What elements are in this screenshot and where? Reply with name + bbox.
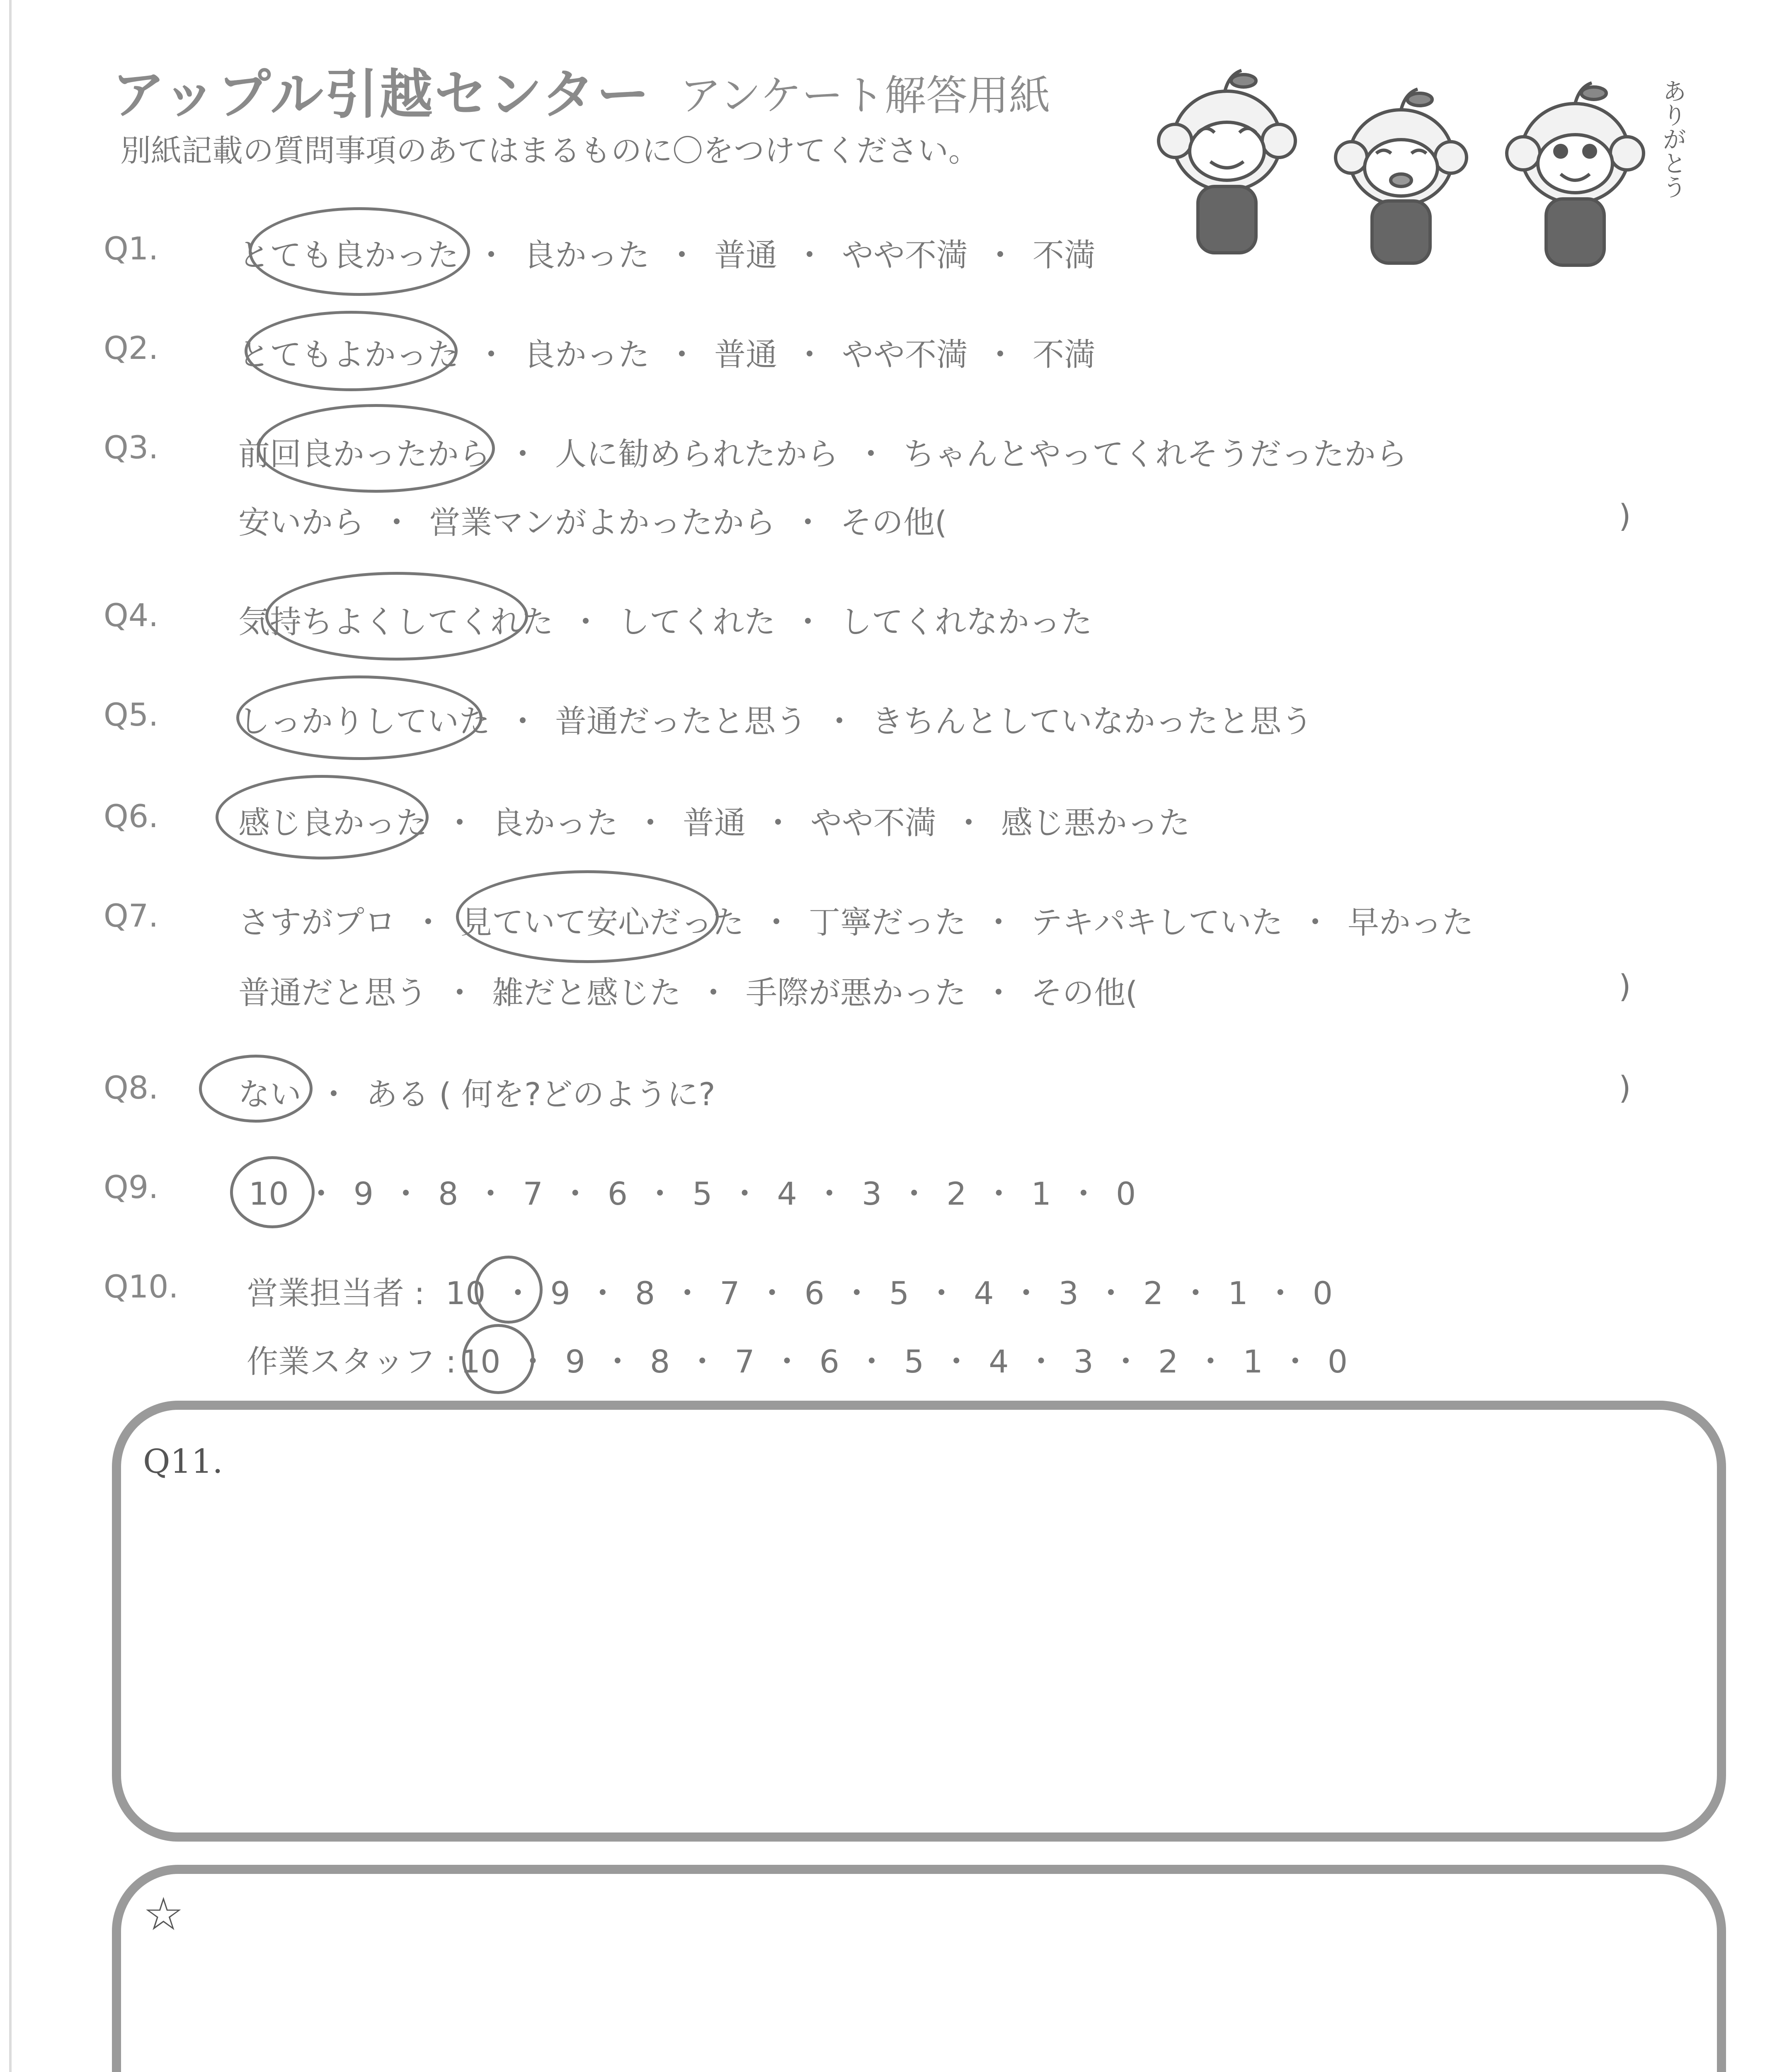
q1-option[interactable]: 良かった [524, 237, 650, 274]
q10-sales-score[interactable]: 3 [1058, 1275, 1079, 1312]
q10-staff-score[interactable]: 10 [460, 1343, 501, 1380]
q6-number: Q6. [104, 798, 159, 835]
q7-selection-circle [456, 870, 719, 963]
q8-options: ない ・ ある ( 何を?どのように? [238, 1069, 715, 1114]
instruction-text: 別紙記載の質問事項のあてはまるものに〇をつけてください。 [120, 133, 979, 169]
q7-option[interactable]: さすがプロ [238, 904, 396, 941]
q2-option[interactable]: 不満 [1033, 336, 1096, 373]
q7-options-line2: 普通だと思う ・ 雑だと感じた ・ 手際が悪かった ・ その他( [238, 968, 1138, 1013]
q6-option[interactable]: 感じ悪かった [1001, 804, 1190, 841]
q10-sales-score[interactable]: 0 [1312, 1275, 1333, 1312]
q2-options: とてもよかった ・ 良かった ・ 普通 ・ やや不満 ・ 不満 [238, 329, 1096, 375]
q10-sales-score[interactable]: 5 [889, 1275, 909, 1312]
q7-option[interactable]: その他( [1031, 974, 1138, 1011]
q3-option[interactable]: その他( [840, 504, 947, 541]
q2-number: Q2. [104, 329, 159, 366]
q4-options: 気持ちよくしてくれた ・ してくれた ・ してくれなかった [238, 597, 1092, 642]
q7-options: さすがプロ ・ 見ていて安心だった ・ 丁寧だった ・ テキパキしていた ・ 早かった [238, 897, 1474, 942]
q10-staff-score[interactable]: 4 [989, 1343, 1009, 1380]
q8-number: Q8. [104, 1069, 159, 1106]
q1-option[interactable]: とても良かった [238, 237, 459, 274]
q9-score[interactable]: 2 [946, 1175, 967, 1212]
q1-option[interactable]: やや不満 [842, 237, 968, 274]
q7-option[interactable]: 手際が悪かった [746, 974, 966, 1011]
q3-option[interactable]: 前回良かったから [238, 436, 490, 472]
q7-option[interactable]: 早かった [1348, 904, 1474, 941]
q8-close-paren: ) [1619, 1069, 1631, 1106]
q11-comment-box[interactable] [112, 1401, 1726, 1842]
q10-sales-selection-circle [475, 1256, 543, 1324]
q1-options: とても良かった ・ 良かった ・ 普通 ・ やや不満 ・ 不満 [238, 230, 1096, 275]
q1-option[interactable]: 不満 [1033, 237, 1096, 274]
q9-score[interactable]: 1 [1031, 1175, 1051, 1212]
q9-score[interactable]: 7 [523, 1175, 543, 1212]
q3-option[interactable]: 営業マンがよかったから [429, 504, 776, 541]
q10-staff-row: 作業スタッフ : 10 ・ 9 ・ 8 ・ 7 ・ 6 ・ 5 ・ 4 ・ 3 ・ 2 ・ 1 ・ 0 [247, 1336, 1348, 1382]
q10-sales-score[interactable]: 2 [1143, 1275, 1164, 1312]
q5-number: Q5. [104, 696, 159, 733]
q3-close-paren: ) [1619, 497, 1631, 534]
q3-option[interactable]: 安いから [238, 504, 364, 541]
q9-selection-circle [230, 1156, 315, 1228]
q4-option[interactable]: してくれた [618, 603, 776, 640]
q9-score[interactable]: 10 [249, 1175, 289, 1212]
q4-option[interactable]: 気持ちよくしてくれた [238, 603, 553, 640]
q2-option[interactable]: やや不満 [842, 336, 968, 373]
q4-option[interactable]: してくれなかった [840, 603, 1092, 640]
q10-staff-score[interactable]: 5 [904, 1343, 924, 1380]
q10-staff-label: 作業スタッフ : [247, 1343, 456, 1380]
q5-option[interactable]: きちんとしていなかったと思う [872, 703, 1313, 740]
q3-selection-circle [257, 404, 495, 493]
q5-options: しっかりしていた ・ 普通だったと思う ・ きちんとしていなかったと思う [238, 696, 1313, 741]
q2-option[interactable]: とてもよかった [238, 336, 459, 373]
q10-staff-score[interactable]: 8 [650, 1343, 670, 1380]
q8-option[interactable]: ない [238, 1076, 301, 1113]
monkey-mascots-illustration [1152, 62, 1704, 278]
q2-selection-circle [245, 311, 458, 391]
q2-option[interactable]: 良かった [524, 336, 650, 373]
q9-score[interactable]: 6 [607, 1175, 628, 1212]
q6-option[interactable]: 感じ良かった [238, 804, 427, 841]
q10-sales-score[interactable]: 8 [635, 1275, 655, 1312]
q3-option[interactable]: 人に勧められたから [555, 436, 839, 472]
star-label: ☆ [143, 1888, 184, 1941]
q10-staff-score[interactable]: 3 [1073, 1343, 1093, 1380]
q6-selection-circle [216, 775, 429, 859]
q10-sales-score[interactable]: 6 [804, 1275, 824, 1312]
q5-option[interactable]: しっかりしていた [238, 703, 490, 740]
q7-option[interactable]: 普通だと思う [238, 974, 427, 1011]
q11-label: Q11. [143, 1442, 223, 1481]
q10-sales-score[interactable]: 9 [550, 1275, 570, 1312]
q10-staff-score[interactable]: 7 [735, 1343, 755, 1380]
q9-number: Q9. [104, 1169, 159, 1205]
q9-score[interactable]: 8 [438, 1175, 458, 1212]
q6-option[interactable]: やや不満 [810, 804, 936, 841]
q7-option[interactable]: 雑だと感じた [492, 974, 681, 1011]
q7-option[interactable]: テキパキしていた [1031, 904, 1283, 941]
q5-option[interactable]: 普通だったと思う [555, 703, 807, 740]
q9-score[interactable]: 3 [861, 1175, 882, 1212]
q10-sales-label: 営業担当者 : [247, 1275, 425, 1312]
left-edge-line [9, 0, 12, 2072]
q8-option[interactable]: ある ( 何を?どのように? [366, 1076, 715, 1113]
q9-options: 10 ・ 9 ・ 8 ・ 7 ・ 6 ・ 5 ・ 4 ・ 3 ・ 2 ・ 1 ・ 0 [249, 1175, 1136, 1212]
q10-sales-score[interactable]: 1 [1228, 1275, 1248, 1312]
q7-option[interactable]: 見ていて安心だった [461, 904, 744, 941]
q10-sales-score[interactable]: 10 [445, 1275, 486, 1312]
q1-selection-circle [249, 207, 470, 296]
q10-staff-score[interactable]: 1 [1243, 1343, 1263, 1380]
q10-staff-selection-circle [462, 1324, 534, 1394]
q10-staff-score[interactable]: 9 [565, 1343, 585, 1380]
q7-close-paren: ) [1619, 968, 1631, 1005]
q4-number: Q4. [104, 597, 159, 634]
q7-number: Q7. [104, 897, 159, 934]
company-title: アップル引越センター [112, 64, 651, 126]
q10-sales-score[interactable]: 7 [720, 1275, 740, 1312]
q3-option[interactable]: ちゃんとやってくれそうだったから [903, 436, 1407, 472]
q10-staff-score[interactable]: 2 [1158, 1343, 1178, 1380]
q6-options: 感じ良かった ・ 良かった ・ 普通 ・ やや不満 ・ 感じ悪かった [238, 798, 1190, 843]
q10-staff-score[interactable]: 6 [819, 1343, 839, 1380]
q10-sales-row: 営業担当者 : 10 ・ 9 ・ 8 ・ 7 ・ 6 ・ 5 ・ 4 ・ 3 ・ 2 ・ 1 ・ 0 [247, 1268, 1333, 1313]
q1-option[interactable]: 普通 [714, 237, 777, 274]
q7-option[interactable]: 丁寧だった [809, 904, 966, 941]
q9-score[interactable]: 9 [353, 1175, 374, 1212]
q2-option[interactable]: 普通 [714, 336, 777, 373]
form-subtitle: アンケート解答用紙 [680, 71, 1050, 120]
star-comment-box[interactable] [112, 1865, 1726, 2072]
q3-number: Q3. [104, 429, 159, 466]
thanks-text: ありがとう [1658, 79, 1687, 199]
q8-selection-circle [199, 1055, 313, 1123]
q10-sales-score[interactable]: 4 [974, 1275, 994, 1312]
q10-staff-score[interactable]: 0 [1327, 1343, 1348, 1380]
q6-option[interactable]: 普通 [683, 804, 746, 841]
q3-options-line2: 安いから ・ 営業マンがよかったから ・ その他( [238, 497, 947, 542]
q4-selection-circle [265, 572, 528, 661]
q9-score[interactable]: 5 [692, 1175, 713, 1212]
q6-option[interactable]: 良かった [492, 804, 618, 841]
q1-number: Q1. [104, 230, 159, 267]
q9-score[interactable]: 0 [1115, 1175, 1136, 1212]
q10-number: Q10. [104, 1268, 179, 1305]
q5-selection-circle [236, 675, 482, 760]
q9-score[interactable]: 4 [777, 1175, 797, 1212]
q3-options: 前回良かったから ・ 人に勧められたから ・ ちゃんとやってくれそうだったから [238, 429, 1407, 474]
